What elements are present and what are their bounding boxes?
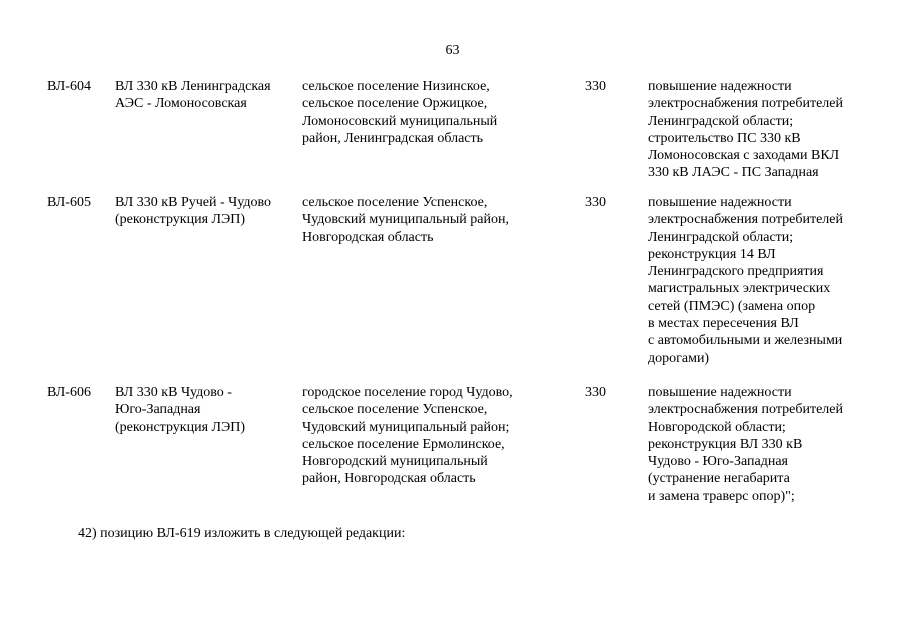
line-code: ВЛ-605 (47, 195, 91, 210)
line-voltage: 330 (585, 195, 606, 210)
line-code: ВЛ-606 (47, 385, 91, 400)
line-voltage: 330 (585, 385, 606, 400)
line-purpose: повышение надежности электроснабжения потребителей Новгородской области; реконструкция ВЛ 330 кВ Чудово - Юго-Западная (устранение негабарита и замена траверс опор)"; (648, 385, 843, 504)
line-purpose: повышение надежности электроснабжения потребителей Ленинградской области; реконструкция 14 ВЛ Ленинградского предприятия магистральных электрических сетей (ПМЭС) (замена опор в местах пересечения ВЛ с автомобильными и железными дорогами) (648, 195, 843, 366)
line-name: ВЛ 330 кВ Ленинградская АЭС - Ломоносовская (115, 79, 271, 112)
page-number: 63 (445, 43, 460, 58)
line-purpose: повышение надежности электроснабжения потребителей Ленинградской области; строительство ПС 330 кВ Ломоносовская с заходами ВКЛ 330 кВ ЛАЭС - ПС Западная (648, 79, 843, 181)
line-location: сельское поселение Успенское, Чудовский муниципальный район, Новгородская область (302, 195, 509, 245)
line-name: ВЛ 330 кВ Чудово - Юго-Западная (реконструкция ЛЭП) (115, 385, 246, 435)
line-voltage: 330 (585, 79, 606, 94)
line-location: городское поселение город Чудово, сельское поселение Успенское, Чудовский муниципальный район; сельское поселение Ермолинское, Новгородский муниципальный район, Новгородская область (302, 385, 513, 487)
line-name: ВЛ 330 кВ Ручей - Чудово (реконструкция ЛЭП) (115, 195, 271, 228)
line-location: сельское поселение Низинское, сельское поселение Оржицкое, Ломоносовский муниципальный район, Ленинградская область (302, 79, 498, 146)
line-code: ВЛ-604 (47, 79, 91, 94)
amendment-instruction: 42) позицию ВЛ-619 изложить в следующей редакции: (78, 526, 406, 541)
